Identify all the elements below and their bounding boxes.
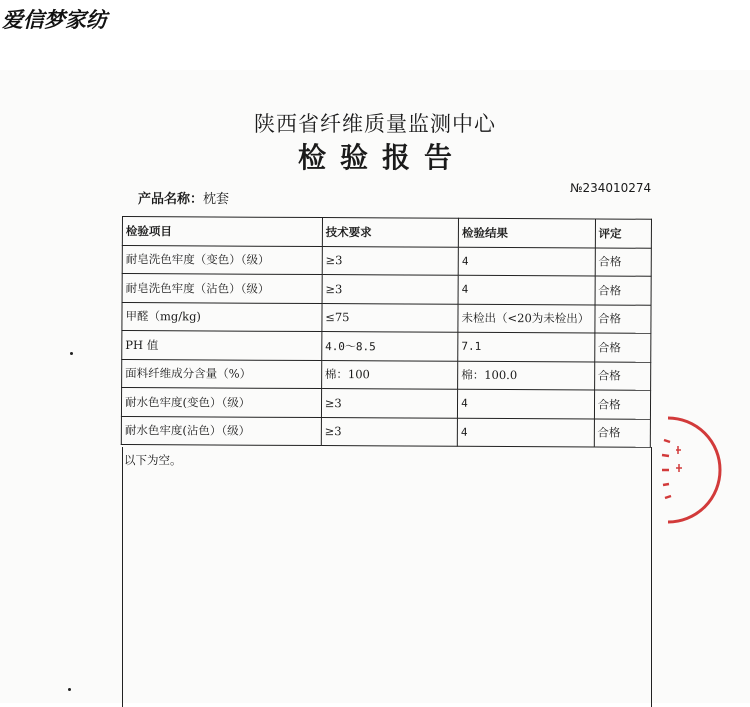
header-item: 检验项目 (122, 217, 322, 247)
header-verdict: 评定 (595, 219, 652, 248)
cell-requirement: ≥3 (322, 246, 458, 275)
cell-item: 甲醛（mg/kg) (122, 302, 322, 332)
cell-requirement: 4.0～8.5 (322, 332, 458, 361)
table-row (121, 388, 650, 419)
cell-result: 7.1 (458, 332, 595, 361)
cell-requirement: ≥3 (321, 417, 457, 446)
cell-requirement: ≤75 (322, 303, 458, 332)
cell-result: 4 (458, 389, 595, 418)
cell-requirement: ≥3 (322, 275, 458, 304)
cell-result: 4 (458, 247, 595, 276)
cell-verdict: 合格 (594, 418, 651, 447)
margin-dot (70, 352, 73, 355)
blank-area (122, 447, 652, 707)
cell-result: 4 (458, 275, 595, 304)
cell-verdict: 合格 (594, 333, 651, 362)
report-number: №234010274 (570, 181, 652, 195)
margin-dot (68, 688, 71, 691)
brand-watermark: 爱信梦家纺 (2, 8, 107, 32)
product-name-line (138, 188, 229, 207)
cell-requirement: ≥3 (321, 389, 457, 418)
cell-item: 耐水色牢度(变色）（级） (121, 388, 321, 418)
cell-requirement: 棉：100 (321, 360, 457, 389)
organization-name: 陕西省纤维质量监测中心 (254, 112, 496, 136)
cell-verdict: 合格 (594, 304, 651, 333)
inspection-table (121, 216, 652, 448)
end-note: 以下为空。 (124, 453, 182, 467)
report-title: 检验报告 (297, 141, 466, 174)
product-label: 产品名称： (138, 192, 204, 207)
product-name: 枕套 (203, 192, 230, 207)
header-result: 检验结果 (458, 218, 595, 247)
table-row (122, 331, 651, 362)
cell-item: 耐皂洗色牢度（沾色）（级） (122, 274, 322, 304)
table-header-row (122, 217, 651, 248)
cell-item: 耐水色牢度(沾色）（级） (121, 416, 321, 446)
table-row (122, 274, 651, 305)
header-requirement: 技术要求 (322, 218, 458, 247)
table-row (121, 416, 650, 447)
cell-verdict: 合格 (595, 247, 652, 276)
cell-verdict: 合格 (594, 361, 651, 390)
cell-result: 4 (457, 418, 594, 447)
cell-verdict: 合格 (594, 390, 651, 419)
cell-result: 未检出（<20为未检出） (458, 304, 595, 333)
cell-item: PH 值 (122, 331, 322, 361)
cell-item: 面料纤维成分含量（%） (122, 359, 322, 389)
cell-verdict: 合格 (595, 276, 652, 305)
cell-result: 棉：100.0 (458, 361, 595, 390)
table-row (122, 302, 651, 333)
cell-item: 耐皂洗色牢度（变色）（级） (122, 245, 322, 275)
table-row (122, 245, 651, 276)
table-row (122, 359, 651, 390)
red-seal-stamp (650, 410, 750, 530)
